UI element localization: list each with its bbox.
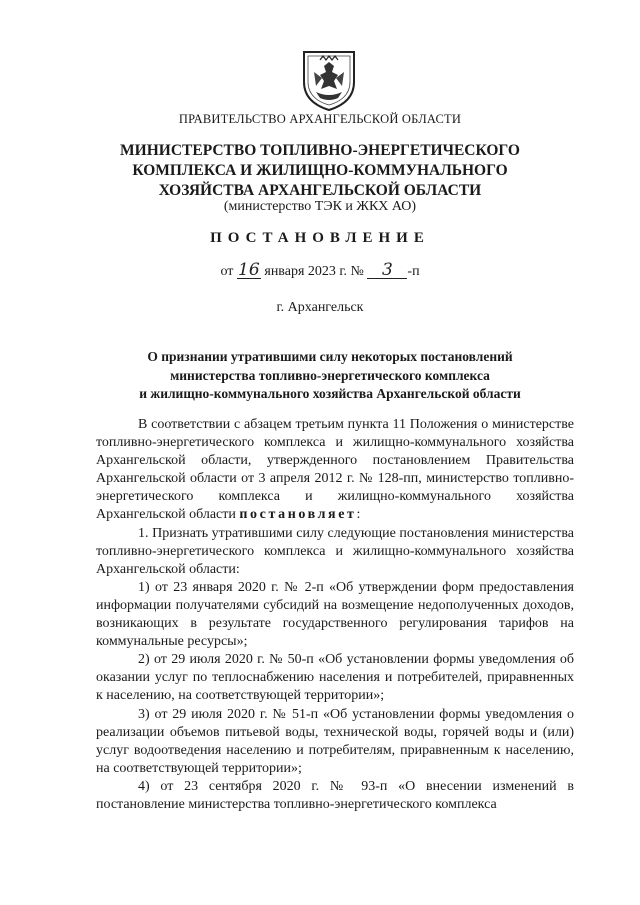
- ministry-name: [0, 141, 640, 201]
- ministry-name-line: МИНИСТЕРСТВО ТОПЛИВНО-ЭНЕРГЕТИЧЕСКОГО: [120, 142, 520, 159]
- date-prefix: от: [220, 264, 234, 279]
- list-item: 2) от 29 июля 2020 г. № 50-п «Об установлении формы уведомления об оказании услуг по теплоснабжению населения и потребителей, приравненных к населению, на соответствующей территории»;: [96, 652, 574, 704]
- document-number-handwritten: 3: [367, 262, 407, 279]
- number-suffix: -п: [407, 264, 420, 279]
- ministry-name-line: КОМПЛЕКСА И ЖИЛИЩНО-КОММУНАЛЬНОГО: [132, 162, 508, 179]
- coat-of-arms-icon: [300, 48, 358, 112]
- decree-word: постановляет: [239, 507, 357, 523]
- list-item: 1. Признать утратившими силу следующие постановления министерства топливно-энергетического комплекса и жилищно-коммунального хозяйства Архангельской области:: [96, 525, 574, 577]
- subject-line: О признании утратившими силу некоторых постановлений: [147, 349, 513, 364]
- list-item: 4) от 23 сентября 2020 г. № 93-п «О внесении изменений в постановление министерства топливно-энергетического комплекса: [96, 778, 574, 812]
- city-name: г. Архангельск: [276, 300, 364, 315]
- document-type: ПОСТАНОВЛЕНИЕ: [210, 230, 430, 246]
- ministry-short-name: (министерство ТЭК и ЖКХ АО): [223, 199, 417, 214]
- date-number-line: [0, 262, 640, 280]
- preamble-paragraph: [96, 416, 574, 525]
- list-item: 3) от 29 июля 2020 г. № 51-п «Об установлении формы уведомления о реализации объемов питьевой воды, технической воды, горячей воды и (или) услуг водоотведения населению и потребителям, приравненным к населению, на соответствующей территории»;: [96, 706, 574, 776]
- date-day-handwritten: 16: [238, 260, 260, 280]
- preamble-text: В соответствии с абзацем третьим пункта 11 Положения о министерстве топливно-энергетического комплекса и жилищно-коммунального хозяйства Архангельской области, утвержденного постановлением Правительства Архангельской области от 3 апреля 2012 г. № 128-пп, министерство топливно-энергетического комплекса и жилищно-коммунального хозяйства Архангельской области: [96, 417, 574, 523]
- decree-end: :: [356, 507, 361, 523]
- date-month-year: января 2023 г. №: [264, 264, 364, 279]
- document-body: [96, 416, 574, 814]
- ministry-name-line: ХОЗЯЙСТВА АРХАНГЕЛЬСКОЙ ОБЛАСТИ: [158, 182, 482, 199]
- government-name: ПРАВИТЕЛЬСТВО АРХАНГЕЛЬСКОЙ ОБЛАСТИ: [178, 112, 462, 126]
- subject-line: министерства топливно-энергетического комплекса: [170, 367, 490, 383]
- document-subject: [100, 348, 560, 404]
- list-item: 1) от 23 января 2020 г. № 2-п «Об утверждении форм предоставления информации получателями субсидий на возмещение недополученных доходов, возникающих в результате государственного регулирования тарифов на коммунальные ресурсы»;: [96, 579, 574, 650]
- subject-line: и жилищно-коммунального хозяйства Архангельской области: [139, 386, 521, 401]
